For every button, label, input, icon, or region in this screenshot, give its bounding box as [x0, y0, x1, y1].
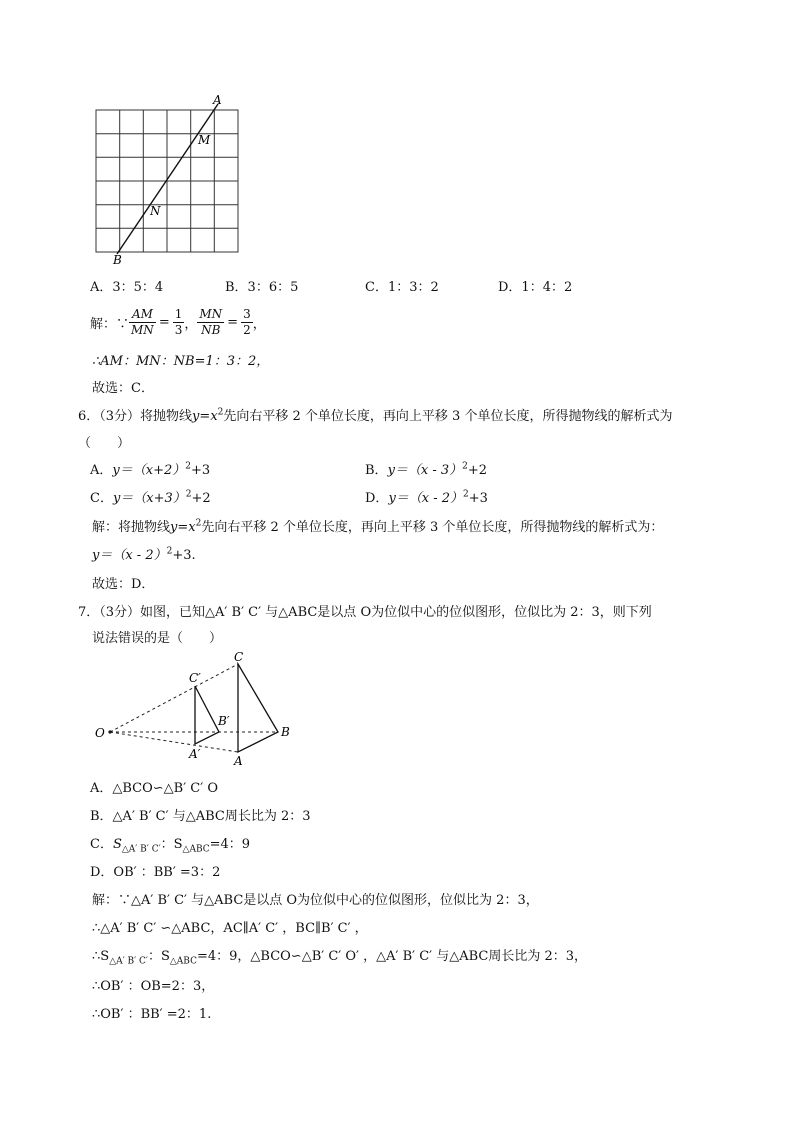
option-label: C．: [90, 491, 113, 506]
q7-stem-line2: 说法错误的是（ ）: [92, 631, 223, 646]
equals: =: [227, 314, 239, 330]
frac-den: 2: [243, 322, 251, 337]
triangle-abc: [238, 664, 278, 752]
sol2-body: y＝（x - 2）: [92, 548, 167, 563]
frac-den: 3: [174, 322, 183, 337]
label-b: B: [281, 725, 290, 739]
option-sup: 2: [185, 489, 192, 500]
q7-option-d: D．OB′ ：BB′ =3：2: [90, 865, 221, 880]
frac-num: 1: [174, 307, 183, 322]
option-body: y＝（x - 3）: [387, 463, 463, 478]
sol3-tail: =4：9，△BCO∽△B′ C′ O′ ，△A′ B′ C′ 与△ABC周长比为 2：3，: [196, 949, 588, 964]
sol-eq: =: [177, 520, 189, 535]
label-a-prime: A′: [189, 747, 201, 761]
frac-den: MN: [131, 322, 154, 337]
option-label: C．: [90, 837, 113, 852]
option-tail: +2: [467, 463, 488, 478]
q7-solution-5: ∴OB′ ：BB′ =2：1.: [92, 1007, 212, 1022]
label-n: N: [150, 204, 161, 218]
sol-b: 先向右平移 2 个单位长度，再向上平移 3 个单位长度，所得抛物线的解析式为：: [201, 520, 664, 535]
q5-sol-prefix: 解：∵: [90, 316, 130, 332]
q5-frac-am-mn: [129, 307, 156, 337]
q5-option-a: A．3：5：4: [90, 280, 164, 295]
sol2-sup: 2: [166, 546, 173, 557]
option-tail: +3: [190, 463, 211, 478]
label-m: M: [198, 133, 211, 147]
option-sup: 2: [185, 461, 191, 472]
q6-stem-y: y: [192, 409, 200, 424]
q5-option-b: B．3：6：5: [225, 280, 299, 295]
option-label: A．: [90, 463, 113, 478]
sol3-sub: △A′ B′ C′: [109, 956, 148, 967]
q5-solution-ratios: [90, 303, 266, 341]
option-sub: △ABC: [182, 844, 210, 855]
q6-stem-x: x: [210, 409, 218, 424]
q6-stem: [78, 405, 672, 424]
q5-option-d: D．1：4：2: [498, 280, 573, 295]
q6-stem-sup: 2: [217, 407, 224, 418]
comma: ，: [252, 316, 266, 332]
label-c: C: [234, 650, 244, 664]
equals: =: [158, 314, 170, 330]
option-tail: =4：9: [209, 837, 251, 852]
q5-frac-three-halves: [241, 307, 253, 337]
sol-y: y: [170, 520, 178, 535]
option-tail: +3: [468, 491, 488, 506]
sol-a: 解：将抛物线: [92, 520, 171, 535]
frac-num: MN: [199, 307, 223, 322]
frac-num: AM: [129, 307, 156, 322]
q6-stem-eq: =: [199, 409, 211, 424]
sol3-sub: △ABC: [169, 956, 197, 967]
option-tail: +2: [191, 491, 211, 506]
q6-solution-2: [92, 544, 196, 563]
option-label: D．: [365, 491, 389, 506]
sol3-pre: ∴S: [92, 949, 110, 964]
q7-option-b: B．△A′ B′ C′ 与△ABC周长比为 2：3: [90, 809, 311, 824]
sol-x: x: [188, 520, 196, 535]
option-s: S: [112, 837, 122, 852]
q5-answer: 故选：C．: [92, 381, 154, 396]
q7-solution-1: 解：∵△A′ B′ C′ 与△ABC是以点 O为位似中心的位似图形，位似比为 2：3，: [92, 893, 539, 908]
label-a: A: [234, 754, 243, 768]
q5-frac-mn-nb: [197, 307, 224, 337]
option-body: y＝（x - 2）: [388, 491, 464, 506]
label-b-prime: B′: [218, 714, 230, 728]
label-o: O: [95, 726, 105, 740]
q6-answer: 故选：D．: [92, 577, 155, 592]
option-body: y＝（x+2）: [112, 463, 186, 478]
triangle-a1b1c1: [195, 686, 219, 744]
frac-num: 3: [243, 307, 251, 322]
sol-sup: 2: [195, 518, 202, 529]
homothety-figure: [88, 648, 298, 770]
option-label: B．: [365, 463, 388, 478]
q7-solution-3: [92, 945, 587, 967]
option-mid: ：S: [160, 837, 183, 852]
q6-stem-b: 先向右平移 2 个单位长度，再向上平移 3 个单位长度，所得抛物线的解析式为: [223, 409, 673, 424]
label-a: A: [213, 93, 222, 107]
q6-option-a: [90, 459, 210, 478]
q6-paren: （ ）: [78, 436, 131, 451]
sol2-tail: +3.: [172, 548, 196, 563]
frac-den: NB: [201, 322, 221, 337]
q6-stem-a: 6．（3分）将抛物线: [78, 409, 193, 424]
q6-option-d: [365, 487, 488, 506]
comma: ，: [184, 316, 198, 332]
label-b: B: [113, 253, 122, 265]
grid-figure: [85, 90, 250, 265]
q6-solution-1: [92, 516, 663, 535]
option-sup: 2: [463, 489, 469, 500]
q5-option-c: C．1：3：2: [365, 280, 439, 295]
q6-option-b: [365, 459, 487, 478]
q7-solution-2: ∴△A′ B′ C′ ∽△ABC，AC∥A′ C′ ，BC∥B′ C′ ，: [92, 921, 368, 936]
q7-option-c: [90, 833, 250, 855]
q7-option-a: A．△BCO∽△B′ C′ O: [90, 781, 219, 796]
q6-option-c: [90, 487, 211, 506]
q7-stem-line1: 7．（3分）如图，已知△A′ B′ C′ 与△ABC是以点 O为位似中心的位似图形，位似比为 2：3，则下列: [78, 605, 652, 620]
q7-solution-4: ∴OB′ ：OB=2：3，: [92, 979, 215, 994]
option-sub: △A′ B′ C′: [121, 844, 161, 855]
q5-conclusion: ∴AM：MN：NB=1：3：2，: [92, 354, 270, 369]
sol3-mid: ：S: [147, 949, 170, 964]
label-c-prime: C′: [189, 671, 201, 685]
option-sup: 2: [462, 461, 468, 472]
q5-frac-one-third: [173, 307, 185, 337]
option-body: y＝（x+3）: [112, 491, 186, 506]
